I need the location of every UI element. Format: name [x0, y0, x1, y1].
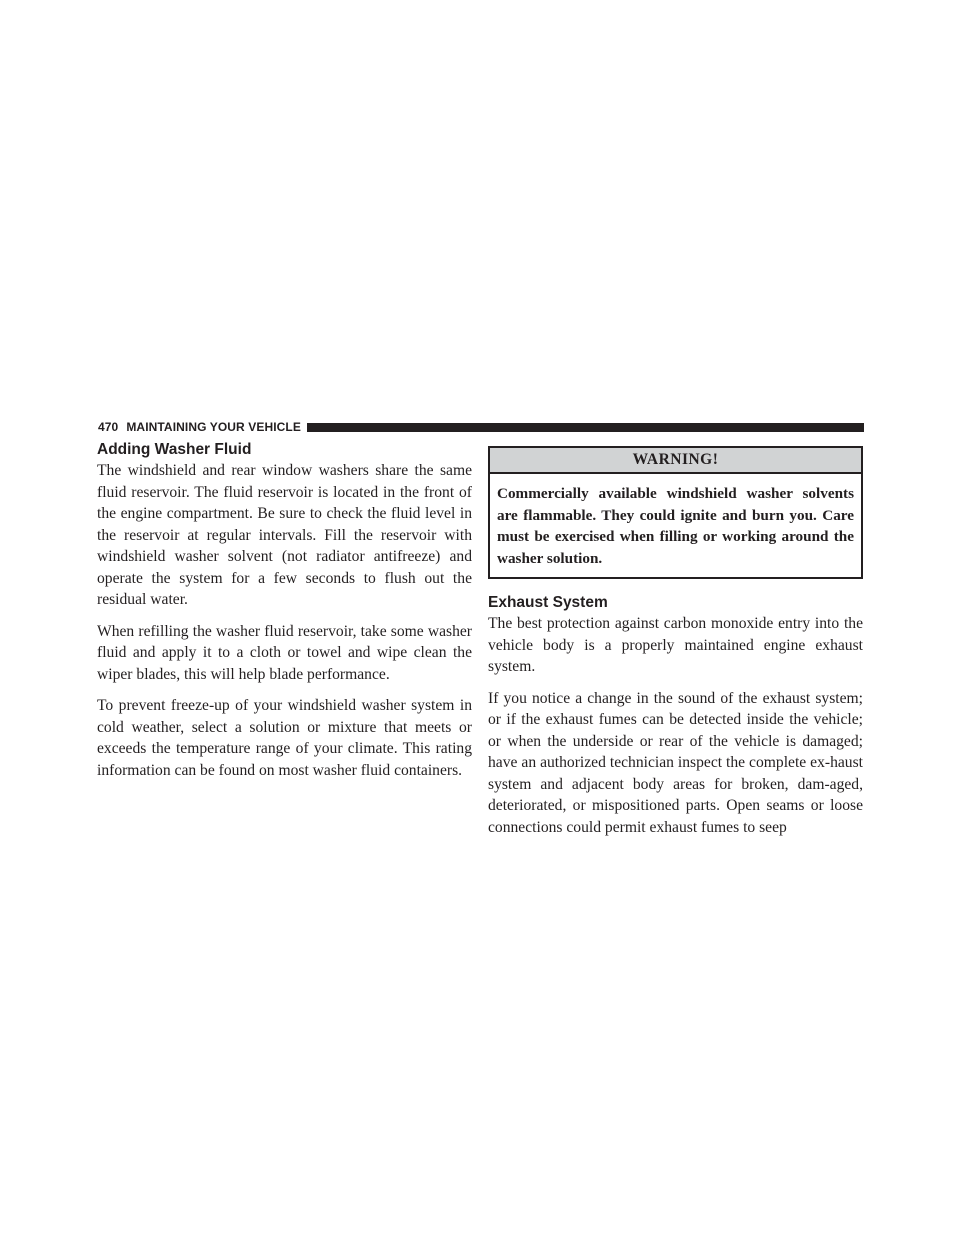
- right-column: [488, 440, 863, 848]
- page-number: 470: [98, 420, 119, 434]
- header-rule: [307, 423, 864, 432]
- section-title: MAINTAINING YOUR VEHICLE: [126, 420, 301, 434]
- left-column: [97, 440, 472, 791]
- exhaust-system-heading: Exhaust System: [488, 594, 608, 611]
- exhaust-paragraph-1: The best protection against carbon monoxide entry into the vehicle body is a properly maintained engine exhaust system.: [488, 615, 863, 675]
- page-header: [98, 418, 864, 436]
- exhaust-paragraph-2: If you notice a change in the sound of the exhaust system; or if the exhaust fumes can be detected inside the vehicle; or when the underside or rear of the vehicle is damaged; have an authorized technician inspect the complete ex-haust system and adjacent body areas for broken, dam-aged, deteriorated, or mispositioned parts. Open seams or loose connections could permit exhaust fumes to seep: [488, 689, 863, 836]
- washer-fluid-paragraph-1: The windshield and rear window washers share the same fluid reservoir. The fluid reservoir is located in the front of the engine compartment. Be sure to check the fluid level in the reservoir at regular intervals. Fill the reservoir with windshield washer solvent (not radiator antifreeze) and operate the system for a few seconds to flush out the residual water.: [97, 462, 472, 608]
- warning-text: Commercially available windshield washer solvents are flammable. They could ignite and burn you. Care must be exercised when filling or working around the washer solution.: [497, 485, 854, 567]
- warning-box: [488, 446, 863, 579]
- warning-title: WARNING!: [490, 448, 861, 474]
- washer-fluid-paragraph-2: When refilling the washer fluid reservoir, take some washer fluid and apply it to a cloth or towel and wipe clean the wiper blades, this will help blade performance.: [97, 622, 472, 683]
- washer-fluid-heading: Adding Washer Fluid: [97, 441, 252, 458]
- washer-fluid-paragraph-3: To prevent freeze-up of your windshield washer system in cold weather, select a solution or mixture that meets or exceeds the temperature range of your climate. This rating information can be found on most washer fluid containers.: [97, 697, 472, 779]
